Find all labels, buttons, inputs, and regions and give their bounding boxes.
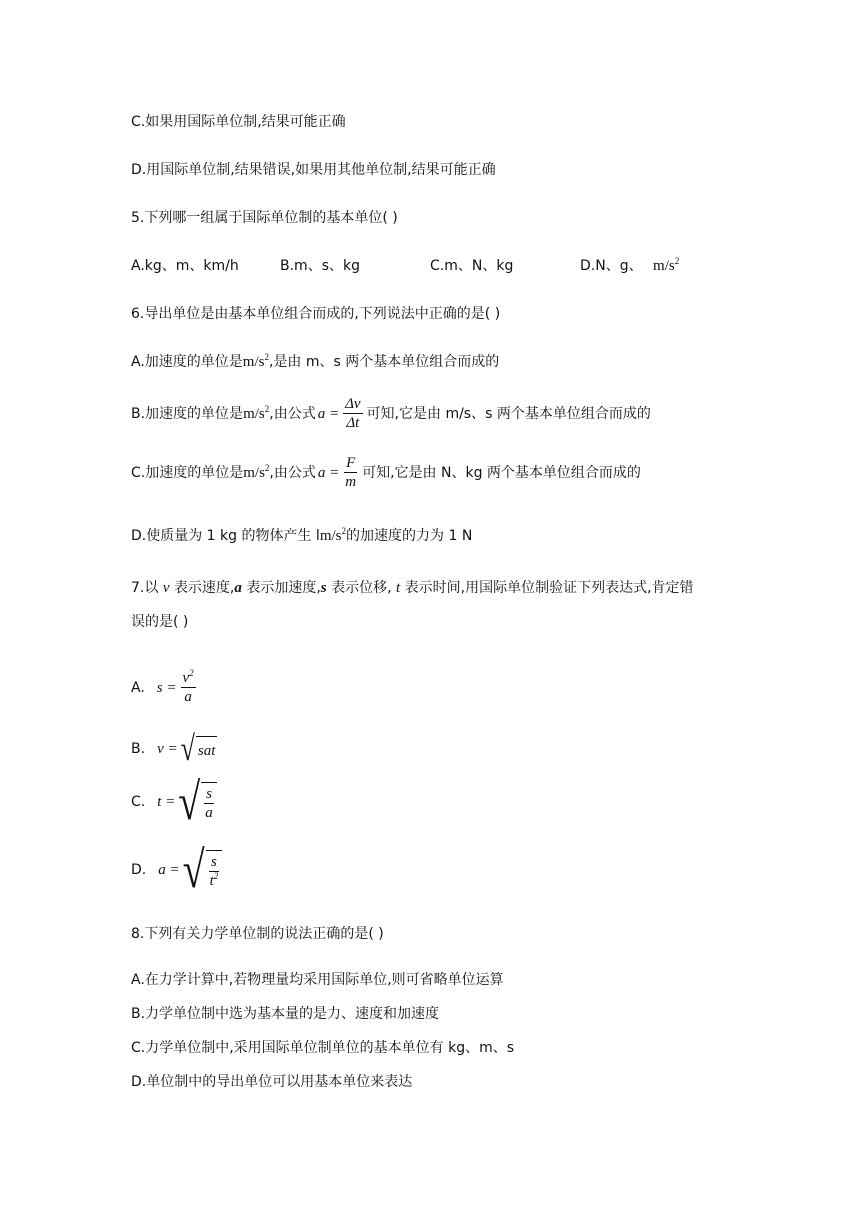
q5-option-d-prefix: D.N、g、 (580, 258, 643, 274)
q7-option-d: D. a = √ $\frac{s}{t^2}$ (131, 850, 222, 890)
q7-stem-line-1: 7.以 v 表示速度,a 表示加速度,s 表示位移, t 表示时间,用国际单位制验证下列表达式,肯定错 (131, 580, 694, 596)
q8-stem: 8.下列有关力学单位制的说法正确的是( ) (131, 926, 384, 942)
q7-c-sqrt: √ $\frac{s}{a}$ (178, 782, 216, 822)
q7-option-c: C. t = √ $\frac{s}{a}$ (131, 782, 217, 822)
q5-option-a: A.kg、m、km/h (131, 258, 239, 274)
q5-option-b: B.m、s、kg (280, 258, 360, 274)
q7-option-b: B. v = √ sat (131, 728, 216, 768)
q6-b-fraction: $\frac{\Delta v}{\Delta t}$ (345, 396, 361, 431)
q4-option-c: C.如果用国际单位制,结果可能正确 (131, 114, 346, 130)
q8-option-b: B.力学单位制中选为基本量的是力、速度和加速度 (131, 1006, 440, 1022)
q6-option-d: D.使质量为 1 kg 的物体产生 $lm/s^2$的加速度的力为 1 N (131, 526, 473, 544)
q6-option-a: A.加速度的单位是$m/s^2$,是由 m、s 两个基本单位组合而成的 (131, 352, 500, 370)
q7-a-fraction: $\frac{v^2}{a}$ (182, 668, 194, 705)
q7-stem-line-2: 误的是( ) (131, 614, 189, 630)
q7-b-sqrt: √ sat (180, 728, 216, 768)
q7-option-a: A. s = $\frac{v^2}{a}$ (131, 668, 194, 705)
q5-option-c: C.m、N、kg (430, 258, 514, 274)
q6-stem: 6.导出单位是由基本单位组合而成的,下列说法中正确的是( ) (131, 306, 501, 322)
q6-option-c: C.加速度的单位是 $m/s^2$ ,由公式 a = $\frac{F}{m}$ 可知,它是由 N、kg 两个基本单位组合而成的 (131, 455, 641, 490)
q5-option-d (580, 256, 679, 276)
q6-c-fraction: $\frac{F}{m}$ (345, 455, 357, 490)
q8-option-c: C.力学单位制中,采用国际单位制单位的基本单位有 kg、m、s (131, 1040, 515, 1056)
q4-option-d: D.用国际单位制,结果错误,如果用其他单位制,结果可能正确 (131, 162, 496, 178)
q7-d-sqrt: √ $\frac{s}{t^2}$ (183, 850, 223, 890)
q5-stem: 5.下列哪一组属于国际单位制的基本单位( ) (131, 210, 398, 226)
q8-option-a: A.在力学计算中,若物理量均采用国际单位,则可省略单位运算 (131, 972, 504, 988)
q5-option-d-unit: $m/s^2$ (653, 256, 680, 274)
q6-option-b: B.加速度的单位是 $m/s^2$ ,由公式 a = $\frac{\Delta v}{\Delta t}$ 可知,它是由 m/s、s 两个基本单位组合而成的 (131, 396, 651, 431)
q8-option-d: D.单位制中的导出单位可以用基本单位来表达 (131, 1074, 413, 1090)
